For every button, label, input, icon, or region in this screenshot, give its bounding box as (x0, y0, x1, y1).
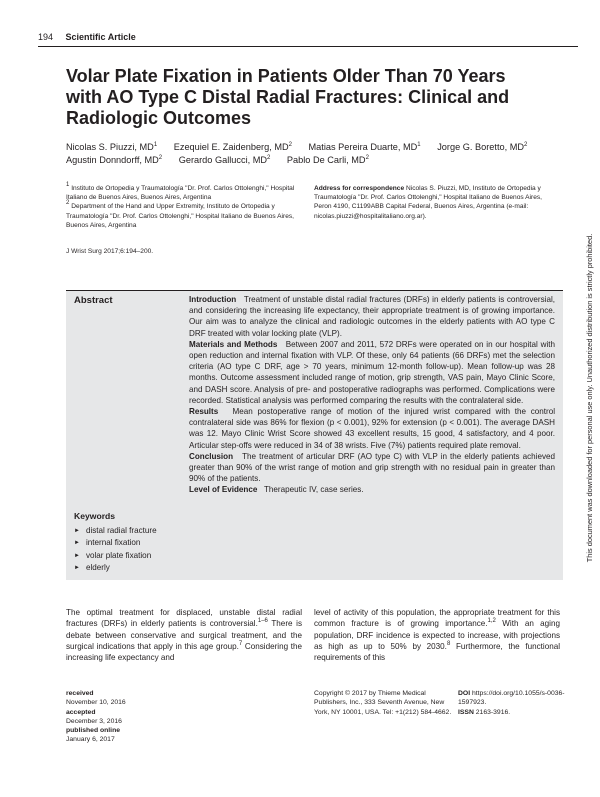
doi-issn: DOI https://doi.org/10.1055/s-0036-1597923. ISSN 2163-3916. (458, 690, 565, 716)
affiliations (66, 184, 302, 230)
download-notice: This document was downloaded for personal use only. Unauthorized distribution is strictly prohibited. (585, 233, 594, 563)
abstract-body (189, 294, 555, 496)
body-column-left: The optimal treatment for displaced, unstable distal radial fractures (DRFs) in elderly patients is controversial.$^{1-6}$ There is debate between conservative and surgical treatment, and the surgical indications that apply in this age group.$^7$ Considering the increasing life expectancy and (66, 608, 302, 663)
article-dates: received November 10, 2016 accepted December 3, 2016 published online January 6, 2017 (66, 690, 126, 744)
abstract-section: Introduction Treatment of unstable distal radial fractures (DRFs) in elderly patients is controversial, and considering the increasing life expectancy, their appropriate treatment is of growing importance. Our aim was to analyze the clinical and radiologic outcomes in the elderly patients with AO type C DRF treated with volar locking plate (VLP). (189, 295, 555, 338)
author: Ezequiel E. Zaidenberg, $MD^2$ (173, 142, 292, 152)
page-number: 194 (38, 32, 54, 42)
header-rule (38, 46, 578, 47)
keywords-list (74, 525, 157, 574)
correspondence-label: Address for correspondence (314, 185, 405, 192)
abstract-heading: Abstract (74, 295, 113, 306)
copyright-notice: Copyright © 2017 by Thieme Medical Publishers, Inc., 333 Seventh Avenue, New York, NY 10001, USA. Tel: +1(212) 584-4662. (314, 690, 452, 716)
keyword: ► elderly (74, 562, 157, 574)
abstract-section: Level of Evidence Therapeutic IV, case series. (189, 485, 364, 495)
keyword: ► distal radial fracture (74, 525, 157, 537)
journal-citation: J Wrist Surg 2017;6:194–200. (66, 248, 154, 255)
author: Nicolas S. Piuzzi, $MD^1$ (66, 142, 158, 152)
abstract-section: Results Mean postoperative range of motion of the injured wrist compared with the control contralateral side was 86% for flexion (p < 0.001), 92% for extension (p < 0.001). The average DASH was 12. Mayo Clinic Wrist Score showed 43 excellent results, 15 good, 4 satisfactory, and 4 poor. Articular step-offs were reduced in 34 of 38 wrists. Five (7%) patients required plate removal. (189, 407, 555, 450)
abstract-rule (66, 290, 563, 291)
abstract-section: Materials and Methods Between 2007 and 2011, 572 DRFs were operated on in our hospital with open reduction and internal fixation with VLP. Of these, only 64 patients (66 DRFs) met the selection criteria (AO type C DRF, age > 70 years, minimum 12-month follow-up). Mean follow-up was 28 months. Outcome assessment included range of motion, grip strength, VAS pain, Mayo Clinic Score, and DASH score. Analysis of pre- and postoperative radiographs was performed. Complications were recorded. Statistical analysis was performed comparing the results with the contralateral side. (189, 339, 555, 405)
keyword: ► volar plate fixation (74, 550, 157, 562)
section-label: Scientific Article (65, 32, 136, 42)
correspondence (314, 184, 560, 221)
running-header (38, 32, 136, 42)
article-title: Volar Plate Fixation in Patients Older Than 70 Years with AO Type C Distal Radial Fractures: Clinical and Radiologic Outcomes (66, 66, 510, 128)
author: Jorge G. Boretto, $MD^2$ (437, 142, 528, 152)
keywords-heading: Keywords (74, 511, 116, 521)
author: Matias Pereira Duarte, $MD^1$ (308, 142, 421, 152)
body-column-right: level of activity of this population, the appropriate treatment for this common fracture is of growing importance.$^{1,2}$ With an aging population, DRF incidence is expected to increase, with projections as high as up to 50% by 2030.$^8$ Furthermore, the functional requirements of this (314, 608, 561, 663)
author-list (66, 141, 556, 167)
abstract-section: Conclusion The treatment of articular DRF (AO type C) with VLP in the elderly patients achieved greater than 90% of the wrist range of motion and grip strength with no residual pain in greater than 90% of the patients. (189, 451, 556, 484)
doi-link[interactable]: https://doi.org/10.1055/s-0036-1597923. (458, 690, 565, 707)
correspondence-text: Nicolas S. Piuzzi, MD, Instituto de Ortopedia y Traumatología "Dr. Prof. Carlos Ottolenghi," Hospital Italiano de Buenos Aires, Peron 4190, C1199ABB Capital Federal, Buenos Aires, Argentina (e-mail: nicolas.piuzzi@hospitalitaliano.org.ar). (314, 185, 543, 220)
keyword: ► internal fixation (74, 537, 157, 549)
author: Gerardo Gallucci, $MD^2$ (178, 155, 271, 165)
author: Pablo De Carli, $MD^2$ (286, 155, 369, 165)
affiliation: $^1$ Instituto de Ortopedia y Traumatología "Dr. Prof. Carlos Ottolenghi," Hospital Italiano de Buenos Aires, Buenos Aires, Argentina (66, 182, 295, 202)
author: Agustin Donndorff, $MD^2$ (66, 155, 163, 165)
affiliation: $^2$ Department of the Hand and Upper Extremity, Instituto de Ortopedia y Traumatología "Dr. Prof. Carlos Ottolenghi," Hospital Italiano de Buenos Aires, Buenos Aires, Argentina (66, 200, 295, 229)
